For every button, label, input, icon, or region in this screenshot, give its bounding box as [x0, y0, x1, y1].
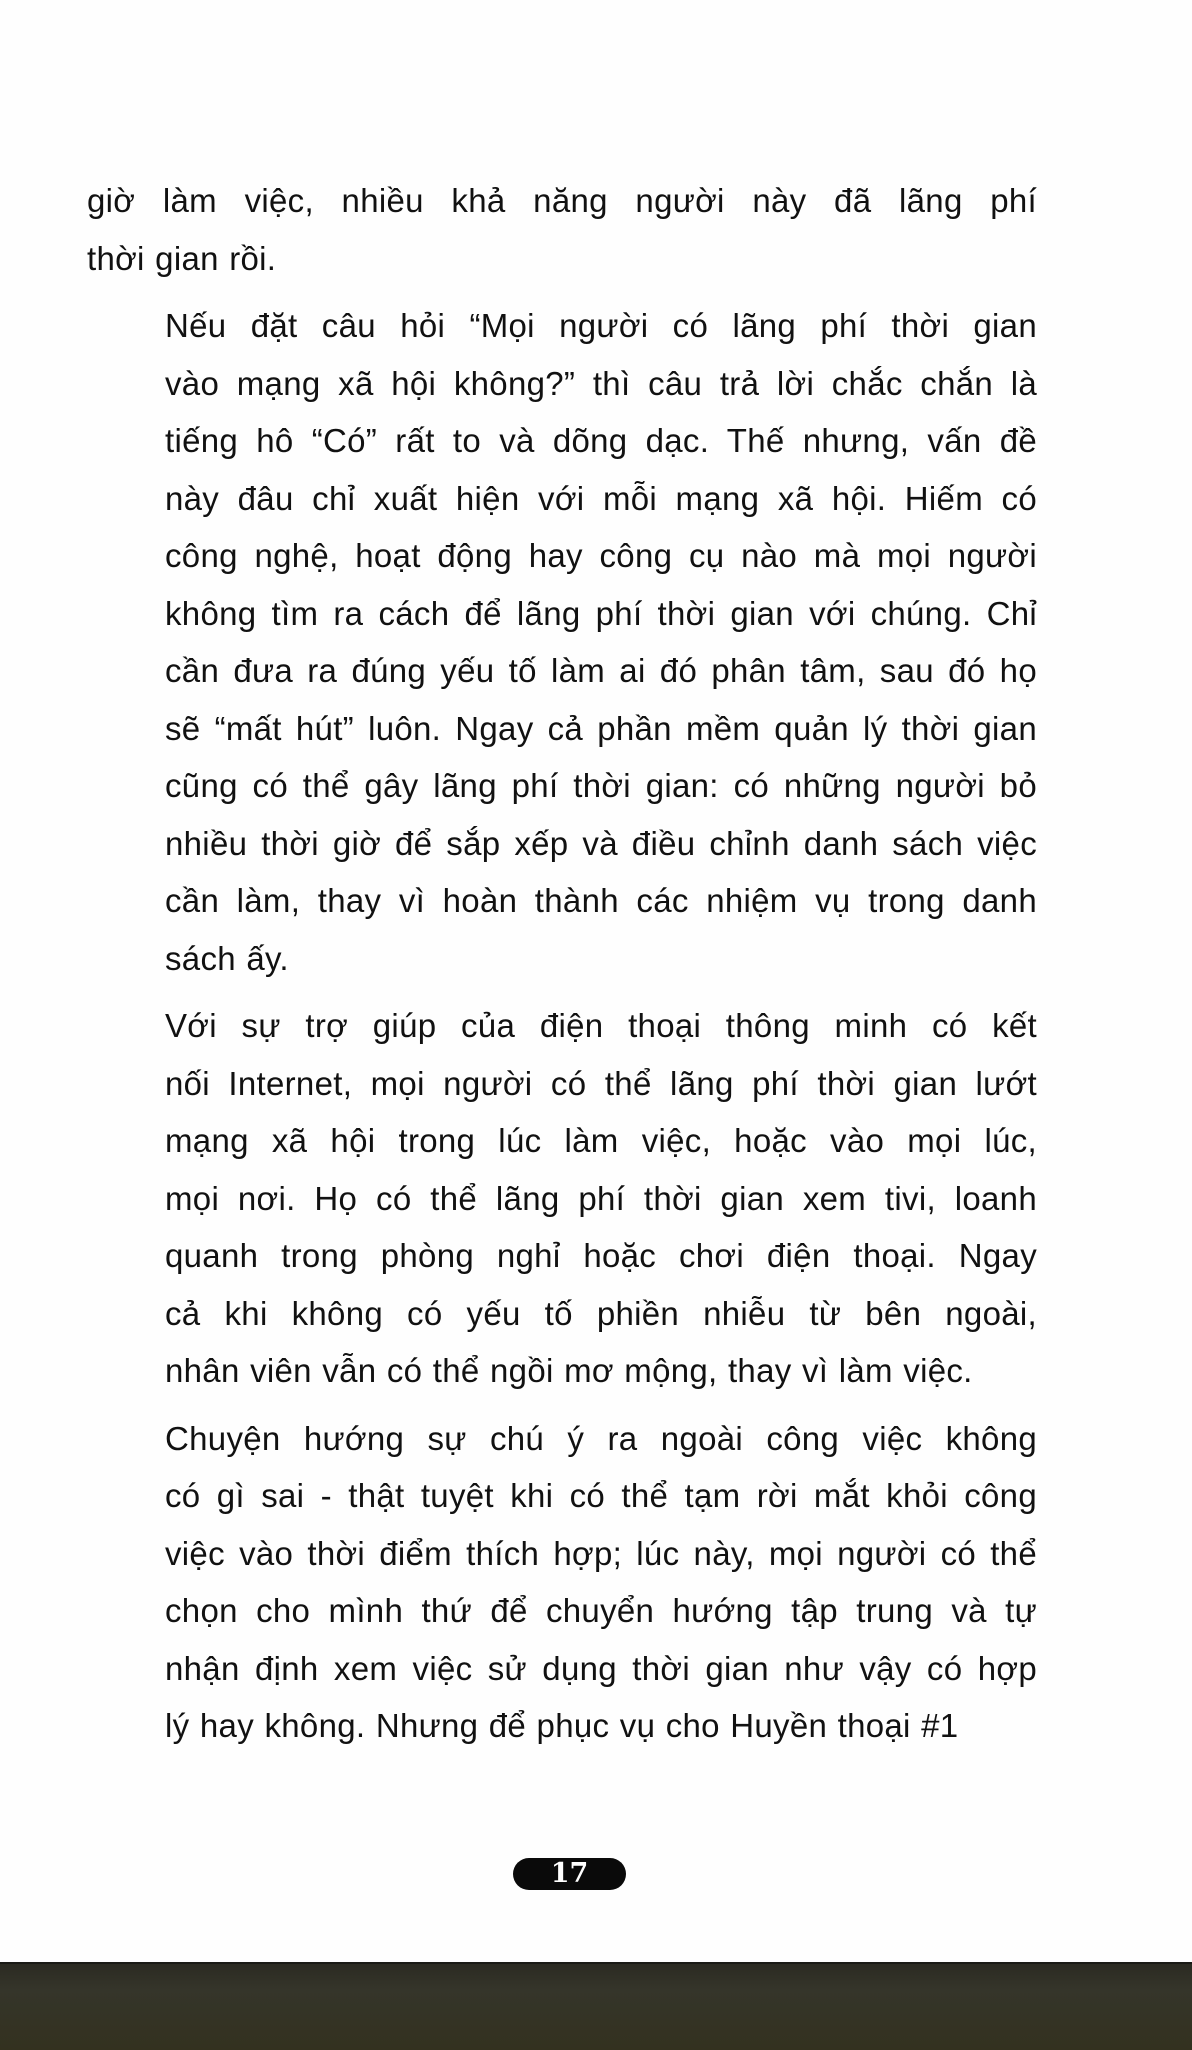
text-line: nhận định xem việc sử dụng thời gian như vậy có hợp [165, 1649, 1037, 1687]
text-line: này đâu chỉ xuất hiện với mỗi mạng xã hội. Hiếm có [165, 479, 1037, 517]
text-line: vào mạng xã hội không?” thì câu trả lời chắc chắn là [165, 364, 1037, 402]
text-line: mọi nơi. Họ có thể lãng phí thời gian xem tivi, loanh [165, 1179, 1037, 1217]
paragraph [87, 297, 1037, 987]
text-line: cần làm, thay vì hoàn thành các nhiệm vụ trong danh [165, 882, 1037, 919]
text-line: thời gian rồi. [87, 239, 277, 277]
text-line: giờ làm việc, nhiều khả năng người này đã lãng phí [87, 182, 1037, 219]
paragraph [87, 1410, 1037, 1755]
text-line: mạng xã hội trong lúc làm việc, hoặc vào mọi lúc, [165, 1122, 1037, 1159]
text-line: cần đưa ra đúng yếu tố làm ai đó phân tâm, sau đó họ [165, 652, 1037, 689]
text-line: việc vào thời điểm thích hợp; lúc này, mọi người có thể [165, 1534, 1037, 1572]
body-text [87, 172, 1037, 1765]
text-line: tiếng hô “Có” rất to và dõng dạc. Thế nhưng, vấn đề [165, 422, 1037, 459]
text-line: Chuyện hướng sự chú ý ra ngoài công việc không [165, 1419, 1037, 1457]
text-line: lý hay không. Nhưng để phục vụ cho Huyền thoại #1 [165, 1707, 959, 1744]
text-line: Với sự trợ giúp của điện thoại thông minh có kết [165, 1007, 1037, 1044]
page-number-badge: 17 [513, 1858, 626, 1890]
text-line: nhiều thời giờ để sắp xếp và điều chỉnh danh sách việc [165, 824, 1037, 862]
text-line: chọn cho mình thứ để chuyển hướng tập trung và tự [165, 1592, 1037, 1629]
text-line: cả khi không có yếu tố phiền nhiễu từ bên ngoài, [165, 1294, 1037, 1332]
text-line: không tìm ra cách để lãng phí thời gian với chúng. Chỉ [165, 594, 1037, 632]
text-line: nối Internet, mọi người có thể lãng phí thời gian lướt [165, 1064, 1037, 1102]
text-line: nhân viên vẫn có thể ngồi mơ mộng, thay vì làm việc. [165, 1352, 973, 1389]
text-line: sẽ “mất hút” luôn. Ngay cả phần mềm quản lý thời gian [165, 709, 1037, 747]
text-line: Nếu đặt câu hỏi “Mọi người có lãng phí thời gian [165, 307, 1037, 344]
text-line: có gì sai - thật tuyệt khi có thể tạm rời mắt khỏi công [165, 1477, 1037, 1514]
text-line: quanh trong phòng nghỉ hoặc chơi điện thoại. Ngay [165, 1237, 1037, 1274]
paragraph [87, 172, 1037, 287]
text-line: sách ấy. [165, 939, 289, 977]
text-line: công nghệ, hoạt động hay công cụ nào mà mọi người [165, 537, 1037, 574]
paragraph [87, 997, 1037, 1400]
background-surface [0, 1962, 1192, 2050]
text-line: cũng có thể gây lãng phí thời gian: có những người bỏ [165, 767, 1037, 804]
